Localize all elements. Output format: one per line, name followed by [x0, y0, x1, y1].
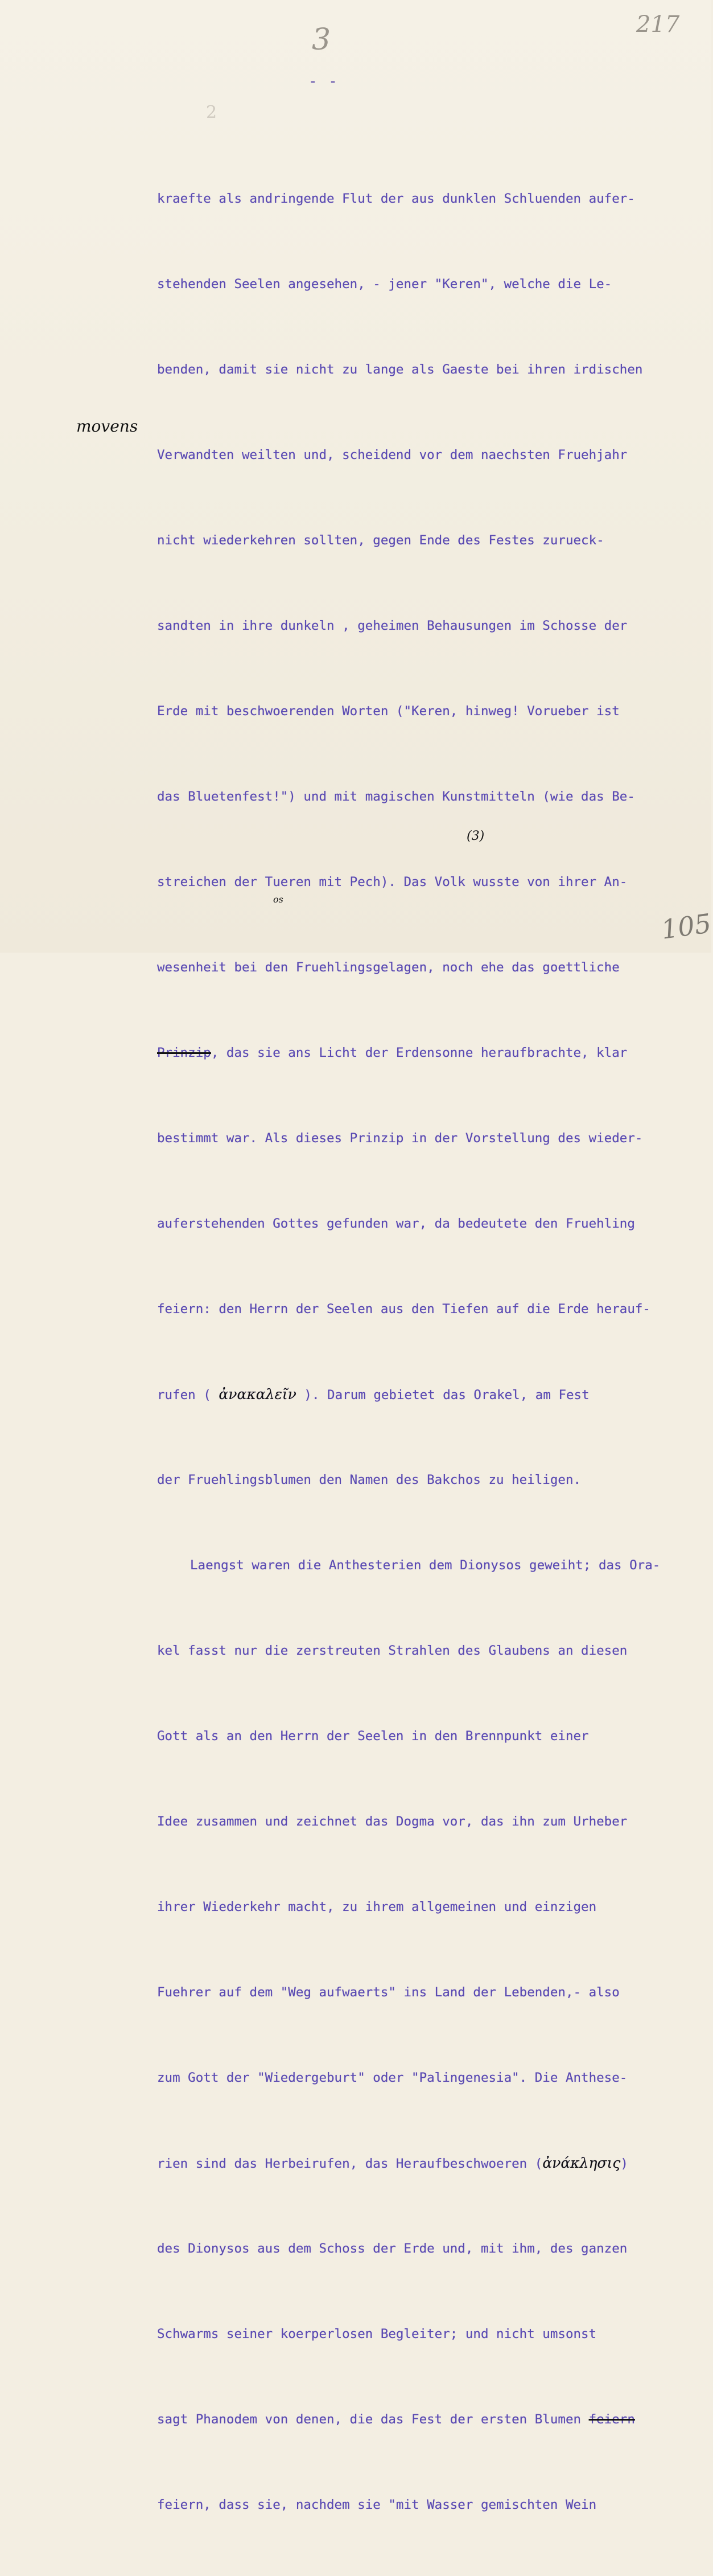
line-post: ): [620, 2156, 628, 2171]
text-line: auferstehenden Gottes gefunden war, da bedeutete den Fruehling: [157, 1216, 635, 1231]
text-line: zum Gott der "Wiedergeburt" oder "Palingenesia". Die Anthese-: [157, 2070, 628, 2085]
line-post: ). Darum gebietet das Orakel, am Fest: [296, 1388, 590, 1402]
text-line: nicht wiederkehren sollten, gegen Ende des Festes zurueck-: [157, 533, 604, 548]
text-line: feiern, dass sie, nachdem sie "mit Wasser gemischten Wein: [157, 2497, 597, 2512]
text-line: Schwarms seiner koerperlosen Begleiter; und nicht umsonst: [157, 2327, 597, 2341]
line-pre: sagt Phanodem von denen, die das Fest der ersten Blumen: [157, 2412, 589, 2427]
text-line: Verwandten weilten und, scheidend vor dem naechsten Fruehjahr: [157, 448, 628, 462]
text-line: benden, damit sie nicht zu lange als Gaeste bei ihren irdischen: [157, 362, 643, 377]
handwritten-marker: (3): [467, 829, 485, 843]
line-pre: rien sind das Herbeirufen, das Heraufbeschwoeren (: [157, 2156, 543, 2171]
text-line: ihrer Wiederkehr macht, zu ihrem allgemeinen und einzigen: [157, 1900, 597, 1914]
text-line: das Bluetenfest!") und mit magischen Kunstmitteln (wie das Be-: [157, 789, 635, 804]
greek-word: ἀνάκλησις: [542, 2155, 621, 2171]
struck-word: Prinzip: [157, 1045, 211, 1060]
text-line: sandten in ihre dunkeln , geheimen Behausungen im Schosse der: [157, 618, 628, 633]
header-dashes: - -: [308, 73, 339, 90]
line-pre: rufen (: [157, 1388, 219, 1402]
text-line: streichen der Tueren mit Pech). Das Volk wusste von ihrer An-: [157, 875, 628, 889]
archive-number: 217: [636, 11, 680, 38]
text-line-struck: [157, 1039, 698, 1067]
pencil-page-number: 3: [312, 23, 331, 57]
folio-number: 105: [659, 908, 713, 945]
text-line: bestimmt war. Als dieses Prinzip in der Vorstellung des wieder-: [157, 1131, 643, 1146]
greek-word: ἀνακαλεῖν: [219, 1386, 296, 1402]
text-line: des Dionysos aus dem Schoss der Erde und, mit ihm, des ganzen: [157, 2241, 628, 2256]
text-line: Gott als an den Herrn der Seelen in den Brennpunkt einer: [157, 1729, 589, 1744]
text-line: kel fasst nur die zerstreuten Strahlen des Glaubens an diesen: [157, 1643, 628, 1658]
text-line: wesenheit bei den Fruehlingsgelagen, noch ehe das goettliche: [157, 960, 620, 975]
text-line-greek: [157, 1380, 698, 1409]
handwritten-suffix: os: [273, 894, 283, 905]
paragraph-start-line: Laengst waren die Anthesterien dem Dionysos geweiht; das Ora-: [190, 1558, 661, 1573]
text-line: kraefte als andringende Flut der aus dunklen Schluenden aufer-: [157, 191, 635, 206]
line-rest: , das sie ans Licht der Erdensonne heraufbrachte, klar: [211, 1045, 628, 1060]
text-line: stehenden Seelen angesehen, - jener "Keren", welche die Le-: [157, 277, 612, 292]
text-line: Idee zusammen und zeichnet das Dogma vor, das ihn zum Urheber: [157, 1814, 628, 1829]
struck-word: feiern: [588, 2412, 635, 2427]
text-line-greek: [157, 2149, 698, 2177]
margin-note: movens: [76, 417, 138, 436]
typescript-body: [157, 128, 698, 2576]
faint-number: 2: [206, 102, 217, 122]
text-line: Erde mit beschwoerenden Worten ("Keren, hinweg! Vorueber ist: [157, 704, 620, 719]
text-line: feiern: den Herrn der Seelen aus den Tiefen auf die Erde herauf-: [157, 1302, 650, 1316]
text-line: Fuehrer auf dem "Weg aufwaerts" ins Land der Lebenden,- also: [157, 1985, 620, 2000]
text-line: der Fruehlingsblumen den Namen des Bakchos zu heiligen.: [157, 1472, 582, 1487]
text-line-struck: [157, 2405, 698, 2434]
